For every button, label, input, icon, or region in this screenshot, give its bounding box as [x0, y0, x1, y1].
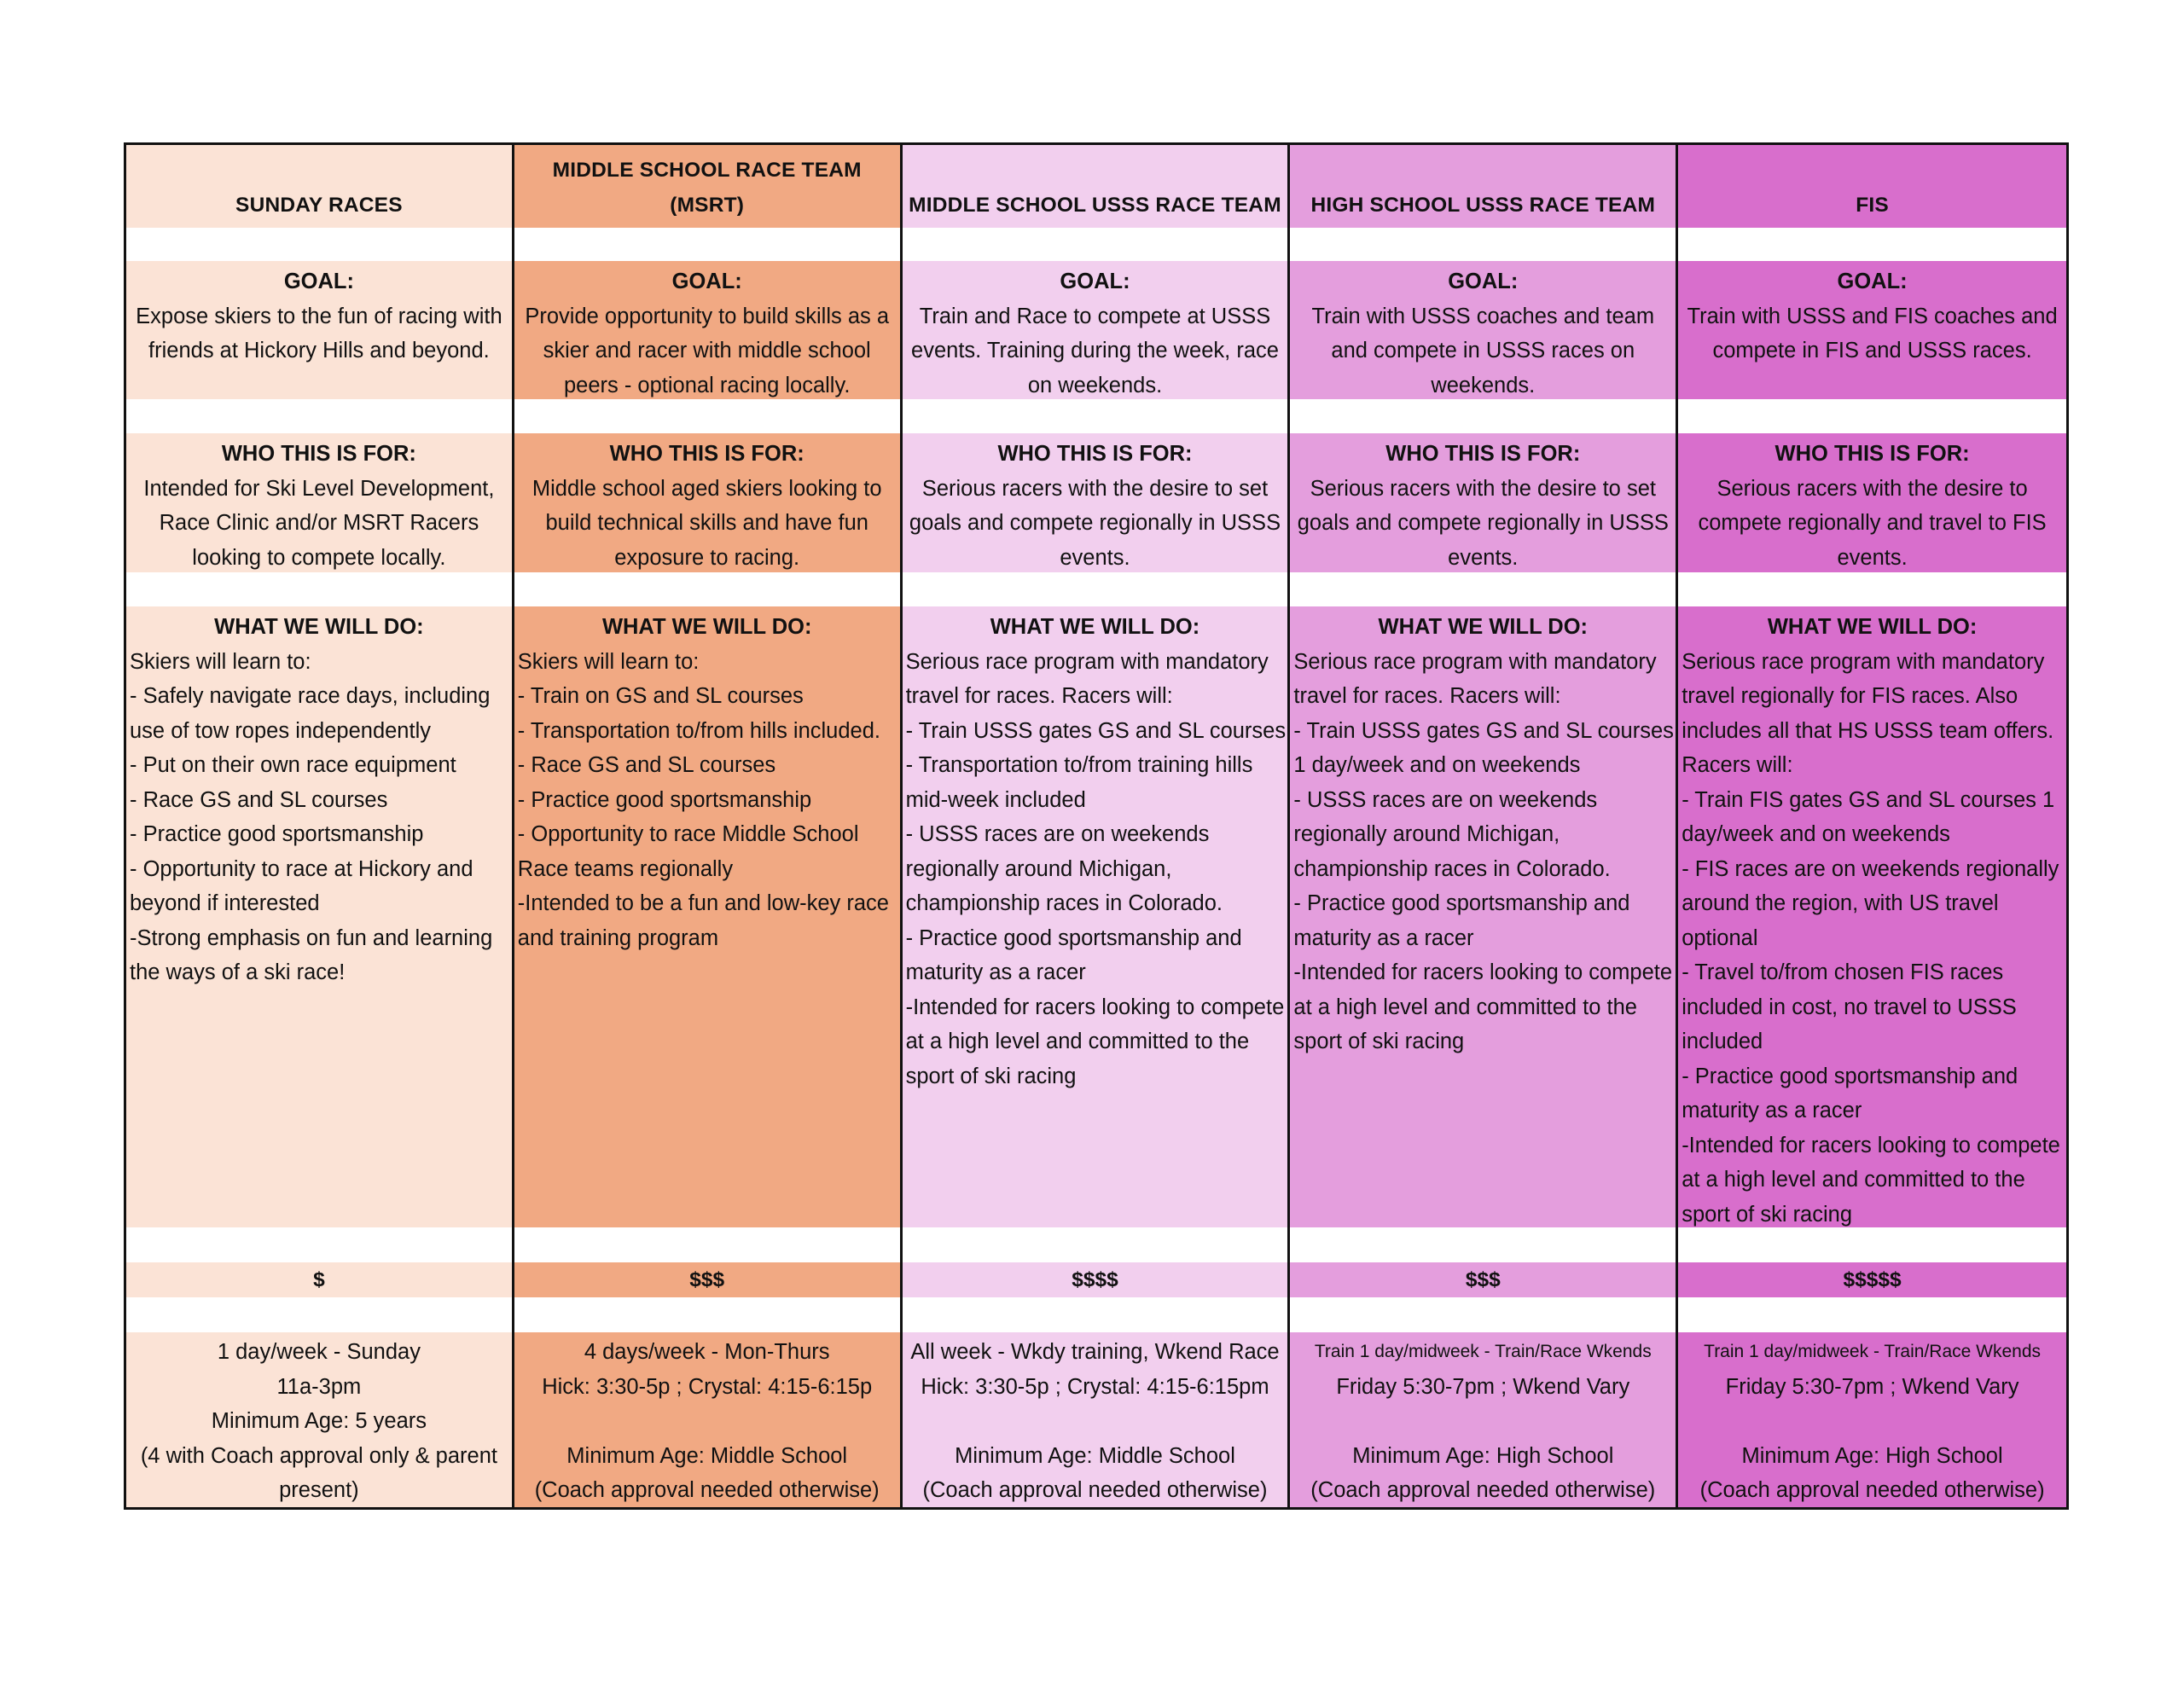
- schedule-days: 1 day/week - Sunday: [217, 1340, 421, 1364]
- spacer: [903, 572, 1288, 606]
- column-title: FIS: [1678, 145, 2066, 228]
- what-section: [1678, 606, 2066, 1227]
- who-section: [903, 433, 1288, 572]
- column-title: SUNDAY RACES: [126, 145, 512, 228]
- spacer: [1678, 399, 2066, 433]
- who-section: [514, 433, 900, 572]
- schedule-times: Hick: 3:30-5p ; Crystal: 4:15-6:15pm: [921, 1374, 1269, 1399]
- spacer: [1290, 1297, 1676, 1332]
- spacer-line: [906, 1404, 1285, 1439]
- minimum-age: Minimum Age: Middle School: [566, 1443, 848, 1468]
- goal-label: GOAL:: [1837, 270, 1908, 293]
- goal-section: [126, 261, 512, 399]
- who-text: Serious racers with the desire to compete regionally and travel to FIS events.: [1698, 476, 2047, 570]
- spacer: [1290, 1227, 1676, 1262]
- goal-label: GOAL:: [283, 270, 354, 293]
- column-fis: [1678, 145, 2066, 1507]
- age-note-cont: present): [279, 1478, 359, 1502]
- price-level: $$$: [514, 1262, 900, 1297]
- goal-text: Train with USSS and FIS coaches and compete in FIS and USSS races.: [1687, 304, 2058, 363]
- who-label: WHO THIS IS FOR:: [1385, 442, 1581, 466]
- goal-label: GOAL:: [1448, 270, 1519, 293]
- schedule-times: 11a-3pm: [276, 1374, 362, 1399]
- goal-text: Train and Race to compete at USSS events. Training during the week, race on weekends.: [911, 304, 1279, 397]
- schedule-days: 4 days/week - Mon-Thurs: [584, 1340, 830, 1364]
- goal-section: [514, 261, 900, 399]
- goal-text: Provide opportunity to build skills as a skier and racer with middle school peers - optional racing locally.: [525, 304, 890, 397]
- what-section: [514, 606, 900, 1227]
- spacer: [514, 399, 900, 433]
- minimum-age: Minimum Age: High School: [1741, 1443, 2003, 1468]
- spacer-line: [1293, 1404, 1672, 1439]
- schedule-days: Train 1 day/midweek - Train/Race Wkends: [1314, 1342, 1652, 1361]
- spacer: [126, 228, 512, 261]
- age-note: (Coach approval needed otherwise): [1310, 1478, 1656, 1502]
- spacer: [1290, 399, 1676, 433]
- what-text: Skiers will learn to: - Train on GS and SL courses - Transportation to/from hills included. - Race GS and SL courses - Practice good sportsmanship - Opportunity to race Middle School Race teams regionally -Intended to be a fun and low-key race and training program: [517, 649, 889, 950]
- schedule-section: [1290, 1332, 1676, 1507]
- what-text: Serious race program with mandatory travel regionally for FIS races. Also includes all that HS USSS team offers. Racers will: - Train FIS gates GS and SL courses 1 day/week and on weekends - FIS races are on weekends regionally around the region, with US travel optional - Travel to/from chosen FIS races included in cost, no travel to USSS included - Practice good sportsmanship and maturity as a racer -Intended for racers looking to compete at a high level and committed to the sport of ski racing: [1682, 649, 2060, 1227]
- spacer: [1678, 228, 2066, 261]
- schedule-section: [1678, 1332, 2066, 1507]
- what-section: [126, 606, 512, 1227]
- goal-label: GOAL:: [1060, 270, 1130, 293]
- price-level: $$$$: [903, 1262, 1288, 1297]
- schedule-section: [903, 1332, 1288, 1507]
- who-label: WHO THIS IS FOR:: [221, 442, 416, 466]
- schedule-days: Train 1 day/midweek - Train/Race Wkends: [1704, 1342, 2042, 1361]
- schedule-times: Friday 5:30-7pm ; Wkend Vary: [1725, 1374, 2019, 1399]
- who-text: Middle school aged skiers looking to build technical skills and have fun exposure to racing.: [531, 476, 882, 570]
- schedule-times: Friday 5:30-7pm ; Wkend Vary: [1336, 1374, 1630, 1399]
- who-section: [1290, 433, 1676, 572]
- spacer: [1290, 228, 1676, 261]
- column-title: MIDDLE SCHOOL USSS RACE TEAM: [903, 145, 1288, 228]
- what-section: [1290, 606, 1676, 1227]
- spacer-line: [518, 1404, 897, 1439]
- price-level: $$$: [1290, 1262, 1676, 1297]
- who-label: WHO THIS IS FOR:: [1774, 442, 1970, 466]
- spacer: [514, 1297, 900, 1332]
- column-title: MIDDLE SCHOOL RACE TEAM (MSRT): [514, 145, 900, 228]
- spacer: [126, 399, 512, 433]
- age-note: (4 with Coach approval only & parent: [140, 1443, 497, 1468]
- spacer: [903, 399, 1288, 433]
- goal-section: [1678, 261, 2066, 399]
- what-text: Serious race program with mandatory travel for races. Racers will: - Train USSS gates GS and SL courses 1 day/week and on weekends - USSS races are on weekends regionally around Michigan, championship races in Colorado. - Practice good sportsmanship and maturity as a racer -Intended for racers looking to compete at a high level and committed to the sport of ski racing: [1293, 649, 1674, 1053]
- spacer: [126, 1227, 512, 1262]
- goal-label: GOAL:: [671, 270, 742, 293]
- who-text: Serious racers with the desire to set goals and compete regionally in USSS events.: [1297, 476, 1669, 570]
- what-text: Skiers will learn to: - Safely navigate race days, including use of tow ropes independently - Put on their own race equipment - Race GS and SL courses - Practice good sportsmanship - Opportunity to race at Hickory and beyond if interested -Strong emphasis on fun and learning the ways of a ski race!: [130, 649, 493, 984]
- who-section: [1678, 433, 2066, 572]
- what-label: WHAT WE WILL DO:: [990, 615, 1200, 639]
- who-section: [126, 433, 512, 572]
- spacer: [1290, 572, 1676, 606]
- who-text: Intended for Ski Level Development, Race Clinic and/or MSRT Racers looking to compete locally.: [143, 476, 495, 570]
- what-label: WHAT WE WILL DO:: [214, 615, 424, 639]
- what-label: WHAT WE WILL DO:: [1378, 615, 1589, 639]
- spacer: [1678, 572, 2066, 606]
- price-level: $: [126, 1262, 512, 1297]
- column-title: HIGH SCHOOL USSS RACE TEAM: [1290, 145, 1676, 228]
- column-msrt: [514, 145, 903, 1507]
- spacer: [903, 228, 1288, 261]
- minimum-age: Minimum Age: Middle School: [955, 1443, 1235, 1468]
- spacer: [903, 1227, 1288, 1262]
- age-note: (Coach approval needed otherwise): [922, 1478, 1268, 1502]
- column-hs-usss: [1290, 145, 1678, 1507]
- who-text: Serious racers with the desire to set goals and compete regionally in USSS events.: [909, 476, 1281, 570]
- age-note: (Coach approval needed otherwise): [1699, 1478, 2045, 1502]
- schedule-section: [514, 1332, 900, 1507]
- age-note: (Coach approval needed otherwise): [534, 1478, 880, 1502]
- minimum-age: Minimum Age: 5 years: [211, 1409, 427, 1433]
- spacer: [514, 572, 900, 606]
- spacer: [126, 572, 512, 606]
- spacer: [126, 1297, 512, 1332]
- spacer: [903, 1297, 1288, 1332]
- spacer-line: [1682, 1404, 2063, 1439]
- schedule-days: All week - Wkdy training, Wkend Race: [910, 1340, 1280, 1364]
- what-section: [903, 606, 1288, 1227]
- schedule-times: Hick: 3:30-5p ; Crystal: 4:15-6:15p: [542, 1374, 873, 1399]
- schedule-section: [126, 1332, 512, 1507]
- what-label: WHAT WE WILL DO:: [1767, 615, 1978, 639]
- programs-comparison-table: [124, 142, 2069, 1510]
- column-ms-usss: [903, 145, 1291, 1507]
- goal-text: Train with USSS coaches and team and compete in USSS races on weekends.: [1311, 304, 1655, 397]
- goal-section: [903, 261, 1288, 399]
- goal-text: Expose skiers to the fun of racing with friends at Hickory Hills and beyond.: [136, 304, 502, 363]
- minimum-age: Minimum Age: High School: [1352, 1443, 1614, 1468]
- what-label: WHAT WE WILL DO:: [601, 615, 812, 639]
- what-text: Serious race program with mandatory travel for races. Racers will: - Train USSS gates GS and SL courses - Transportation to/from training hills mid-week included - USSS races are on weekends regionally around Michigan, championship races in Colorado. - Practice good sportsmanship and maturity as a racer -Intended for racers looking to compete at a high level and committed to the sport of ski racing: [905, 649, 1287, 1088]
- spacer: [514, 1227, 900, 1262]
- spacer: [1678, 1227, 2066, 1262]
- price-level: $$$$$: [1678, 1262, 2066, 1297]
- goal-section: [1290, 261, 1676, 399]
- spacer: [514, 228, 900, 261]
- who-label: WHO THIS IS FOR:: [997, 442, 1193, 466]
- who-label: WHO THIS IS FOR:: [609, 442, 804, 466]
- column-sunday-races: [126, 145, 514, 1507]
- spacer: [1678, 1297, 2066, 1332]
